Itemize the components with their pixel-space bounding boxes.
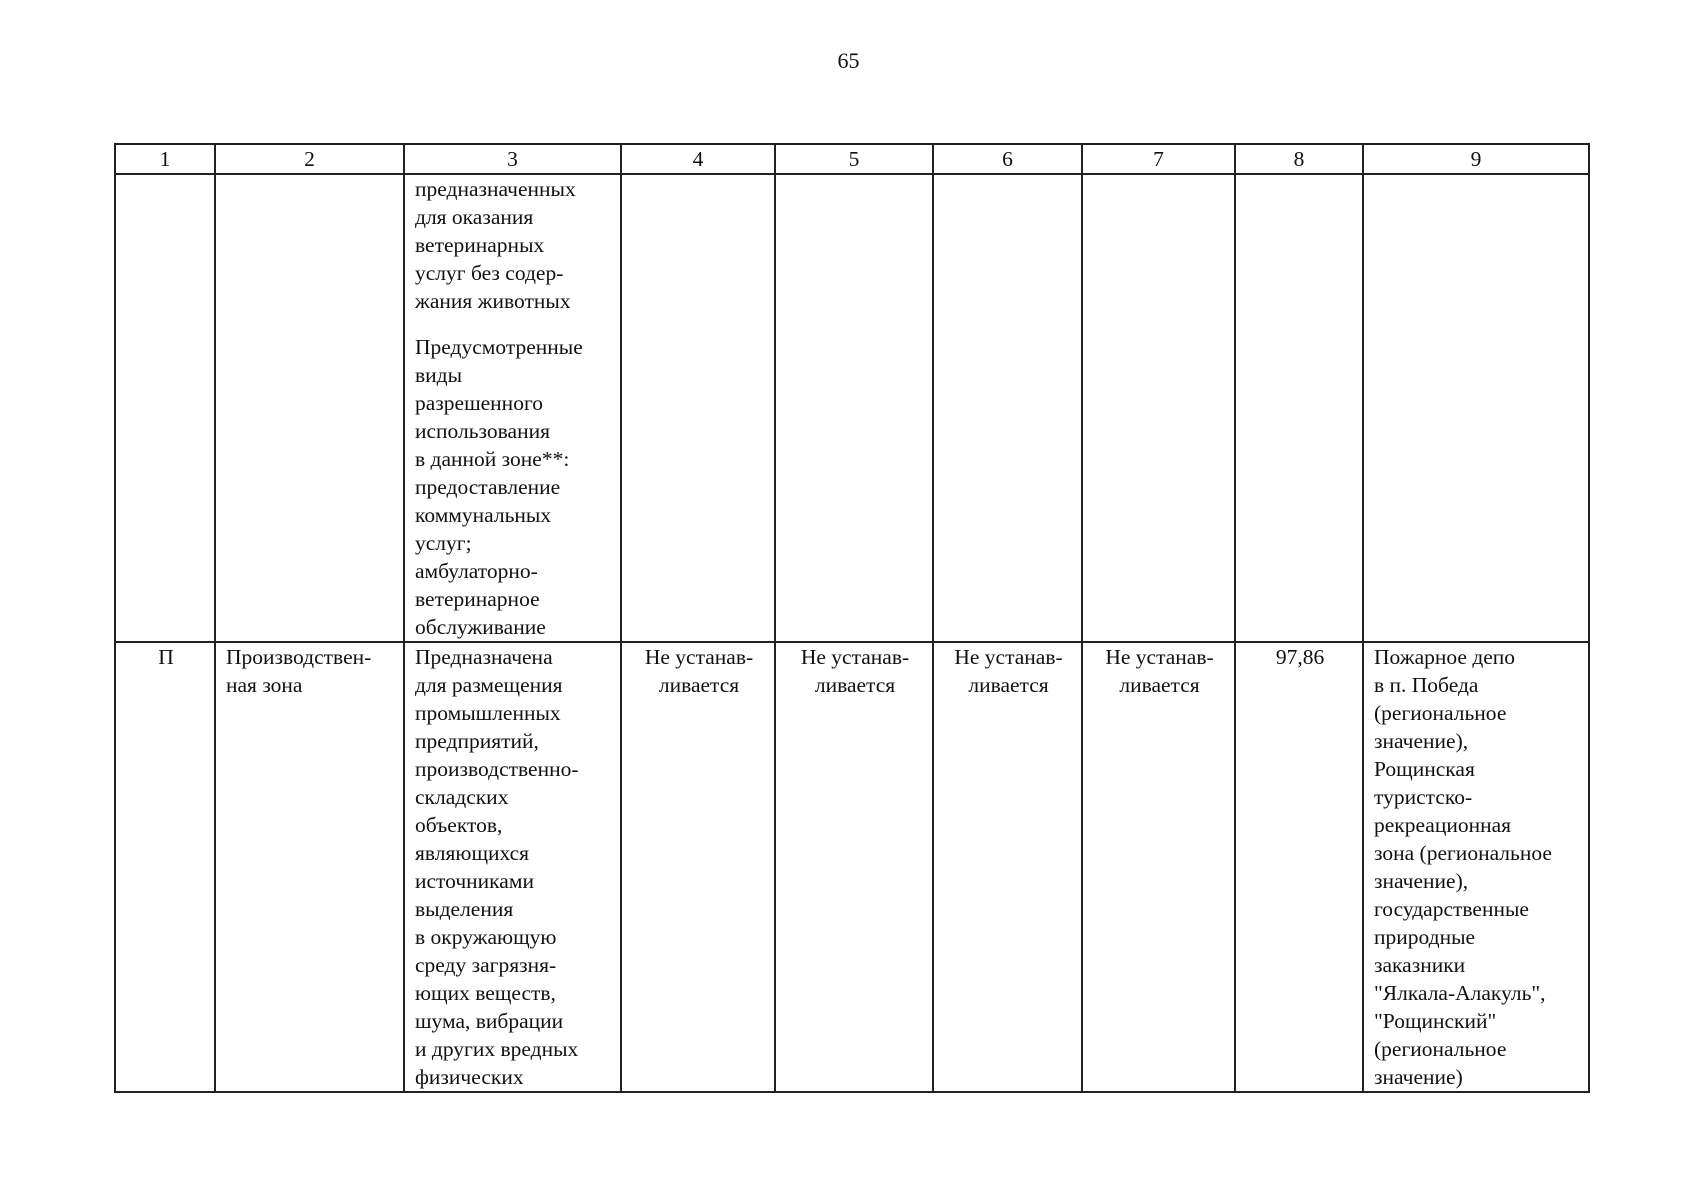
cell-text: Не устанав- ливается	[644, 645, 754, 697]
table-cell	[1082, 642, 1235, 1092]
table-cell	[1363, 174, 1589, 642]
column-header: 2	[215, 144, 404, 174]
column-header: 7	[1082, 144, 1235, 174]
table-cell	[933, 642, 1082, 1092]
table-cell	[775, 174, 933, 642]
cell-text: Не устанав- ливается	[954, 645, 1063, 697]
zone-description-cell	[404, 642, 621, 1092]
table-cell	[115, 174, 215, 642]
area-cell	[1235, 642, 1363, 1092]
column-header: 3	[404, 144, 621, 174]
area-value: 97,86	[1275, 645, 1325, 669]
zone-code-cell	[115, 642, 215, 1092]
column-number-row	[115, 144, 1589, 174]
table-row	[115, 642, 1589, 1092]
table-cell	[215, 174, 404, 642]
zone-name: Производствен- ная зона	[226, 645, 372, 697]
column-header: 6	[933, 144, 1082, 174]
page-number: 65	[837, 48, 860, 73]
table-cell	[621, 642, 775, 1092]
cell-paragraph: предназначенных для оказания ветеринарных услуг без содер- жания животных	[415, 177, 576, 313]
table-row	[115, 174, 1589, 642]
column-header: 1	[115, 144, 215, 174]
zone-name-cell	[215, 642, 404, 1092]
column-header: 8	[1235, 144, 1363, 174]
table-cell	[1082, 174, 1235, 642]
table-cell	[621, 174, 775, 642]
table-cell	[775, 642, 933, 1092]
cell-text: Не устанав- ливается	[1105, 645, 1214, 697]
zones-table	[114, 143, 1590, 1093]
objects-cell	[1363, 642, 1589, 1092]
column-header: 4	[621, 144, 775, 174]
cell-text: Не устанав- ливается	[800, 645, 910, 697]
column-header: 5	[775, 144, 933, 174]
zone-code: П	[158, 645, 174, 669]
zone-description: Предназначена для размещения промышленных предприятий, производственно- складских объектов, являющихся источниками выделения в окружающую среду загрязня- ющих веществ, шума, вибрации и других вредных физических	[415, 645, 579, 1089]
cell-paragraph: Предусмотренные виды разрешенного использования в данной зоне**: предоставление коммунальных услуг; амбулаторно- ветеринарное обслуживание	[415, 335, 583, 639]
column-header: 9	[1363, 144, 1589, 174]
objects-text: Пожарное депо в п. Победа (региональное значение), Рощинская туристско- рекреационная зона (региональное значение), государственные природные заказники "Ялкала-Алакуль", "Рощинский" (региональное значение)	[1374, 645, 1552, 1089]
table-cell	[1235, 174, 1363, 642]
table-cell	[404, 174, 621, 642]
table-cell	[933, 174, 1082, 642]
